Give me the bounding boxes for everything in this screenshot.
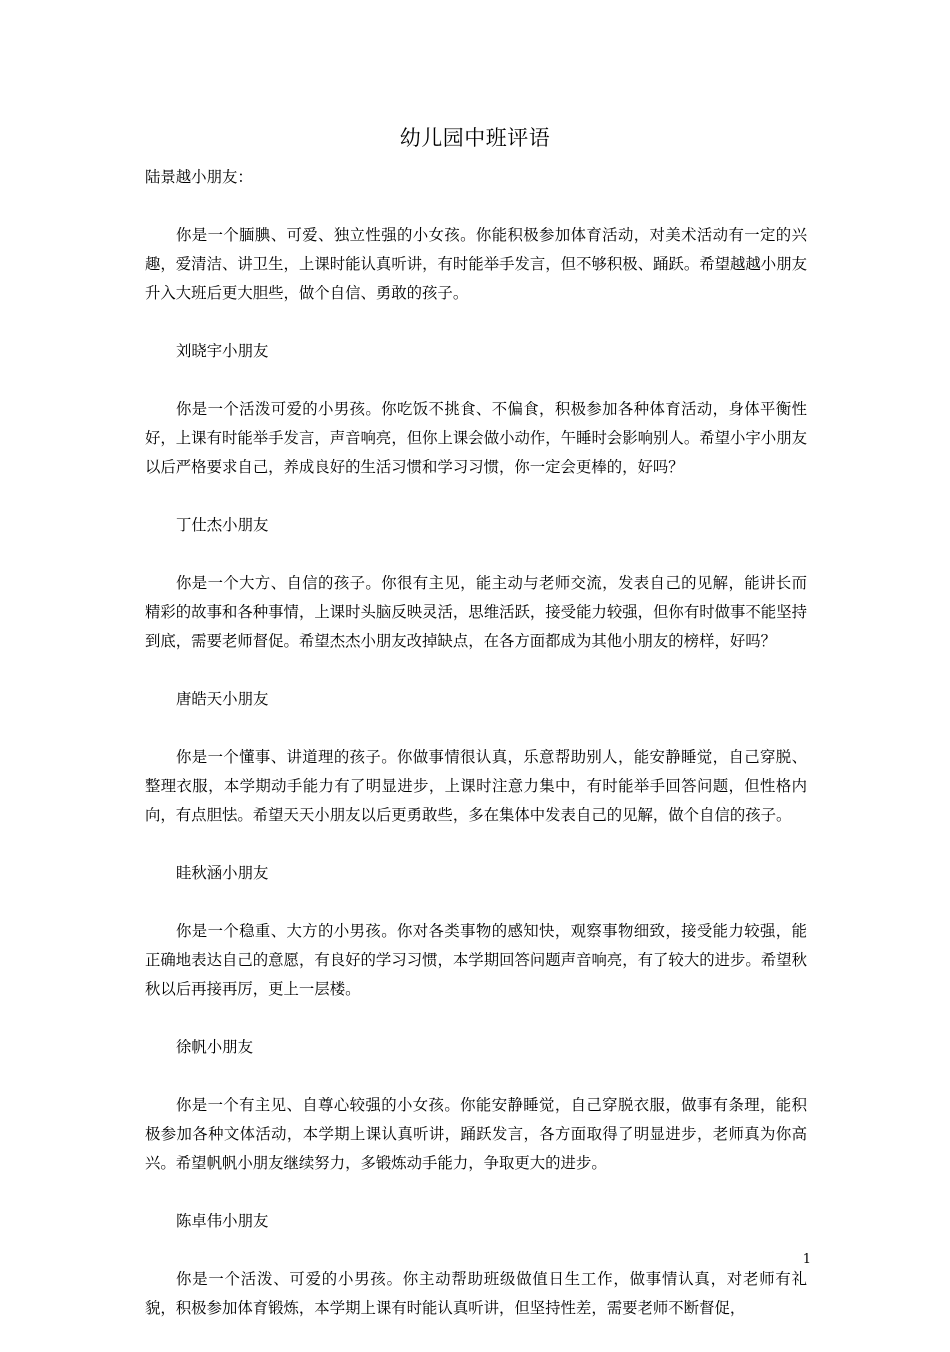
student-name: 陈卓伟小朋友 [176,1212,269,1230]
comment-paragraph: 你是一个活泼、可爱的小男孩。你主动帮助班级做值日生工作，做事情认真，对老师有礼貌，积极参加体育锻炼，本学期上课有时能认真听讲，但坚持性差，需要老师不断督促， [145,1270,807,1317]
student-name: 徐帆小朋友 [176,1038,253,1056]
comment-paragraph: 你是一个有主见、自尊心较强的小女孩。你能安静睡觉，自己穿脱衣服，做事有条理，能积极参加各种文体活动，本学期上课认真听讲，踊跃发言，各方面取得了明显进步，老师真为你高兴。希望帆帆小朋友继续努力，多锻炼动手能力，争取更大的进步。 [145,1096,807,1172]
comment-paragraph: 你是一个腼腆、可爱、独立性强的小女孩。你能积极参加体育活动，对美术活动有一定的兴趣，爱清洁、讲卫生，上课时能认真听讲，有时能举手发言，但不够积极、踊跃。希望越越小朋友升入大班后更大胆些，做个自信、勇敢的孩子。 [145,226,807,302]
student-name: 唐皓天小朋友 [176,690,269,708]
student-name: 刘晓宇小朋友 [176,342,269,360]
document-title: 幼儿园中班评语 [399,126,551,150]
student-name: 丁仕杰小朋友 [176,516,269,534]
comment-paragraph: 你是一个懂事、讲道理的孩子。你做事情很认真，乐意帮助别人，能安静睡觉，自己穿脱、整理衣服，本学期动手能力有了明显进步，上课时注意力集中，有时能举手回答问题，但性格内向，有点胆怯。希望天天小朋友以后更勇敢些，多在集体中发表自己的见解，做个自信的孩子。 [145,748,807,824]
document-body [145,163,807,1352]
salutation: 陆景越小朋友： [145,168,253,186]
comment-paragraph: 你是一个活泼可爱的小男孩。你吃饭不挑食、不偏食，积极参加各种体育活动，身体平衡性好，上课有时能举手发言，声音响亮，但你上课会做小动作，午睡时会影响别人。希望小宇小朋友以后严格要求自己，养成良好的生活习惯和学习习惯，你一定会更棒的，好吗？ [145,400,807,476]
comment-paragraph: 你是一个大方、自信的孩子。你很有主见，能主动与老师交流，发表自己的见解，能讲长而精彩的故事和各种事情，上课时头脑反映灵活，思维活跃，接受能力较强，但你有时做事不能坚持到底，需要老师督促。希望杰杰小朋友改掉缺点，在各方面都成为其他小朋友的榜样，好吗？ [145,574,807,650]
student-name: 眭秋涵小朋友 [176,864,269,882]
page-number: 1 [802,1252,811,1267]
comment-paragraph: 你是一个稳重、大方的小男孩。你对各类事物的感知快，观察事物细致，接受能力较强，能正确地表达自己的意愿，有良好的学习习惯，本学期回答问题声音响亮，有了较大的进步。希望秋秋以后再接再厉，更上一层楼。 [145,922,807,998]
